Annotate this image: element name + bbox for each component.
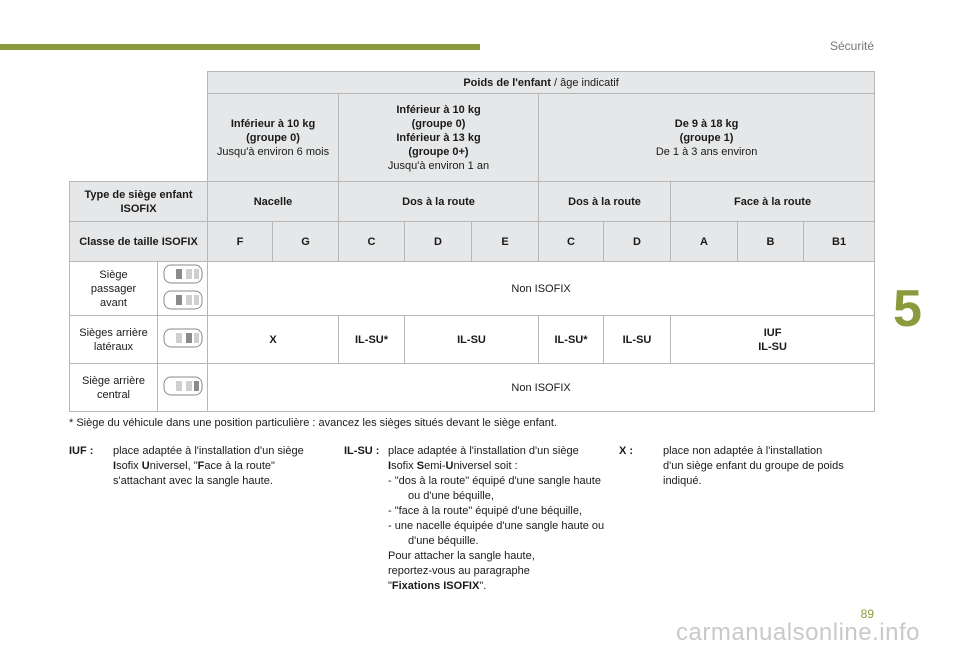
seat-type-forward-facing: Face à la route [671,182,875,222]
header-accent-bar [0,44,480,50]
size-class-cell: E [472,222,539,262]
rear-side-cell: IL-SU [604,316,671,364]
weight-group-0: Inférieur à 10 kg (groupe 0) Jusqu'à environ 6 mois [208,94,339,182]
rear-center-seat-diagram [158,364,208,412]
front-passenger-value: Non ISOFIX [208,262,875,316]
size-class-cell: D [604,222,671,262]
seat-type-label: Type de siège enfant ISOFIX [70,182,208,222]
isofix-table [69,71,875,412]
size-class-cell: G [273,222,339,262]
rear-center-value: Non ISOFIX [208,364,875,412]
size-class-cell: A [671,222,738,262]
car-seat-diagram-icon [163,290,203,310]
footnote: * Siège du véhicule dans une position particulière : avancez les sièges situés devant le siège enfant. [69,417,557,429]
seat-type-rear-facing-2: Dos à la route [539,182,671,222]
rear-side-seat-diagram [158,316,208,364]
car-seat-diagram-icon [163,264,203,284]
size-class-cell: C [539,222,604,262]
definition-bullet: - "face à la route" équipé d'une béquille, [388,505,582,517]
front-seat-diagrams [158,262,208,316]
definition-iuf: IUF : place adaptée à l'installation d'un siège Isofix Universel, "Face à la route" s'attachant avec la sangle haute. [69,445,304,487]
definition-bullet: - "dos à la route" équipé d'une sangle haute ou d'une béquille, [388,475,601,502]
weight-header: Poids de l'enfant / âge indicatif [208,72,875,94]
size-class-cell: B1 [804,222,875,262]
rear-side-cell: IL-SU* [539,316,604,364]
rear-side-forward: IUF IL-SU [671,316,875,364]
definition-ilsu: IL-SU : place adaptée à l'installation d'un siège Isofix Semi-Universel soit : - "dos à la route" équipé d'une sangle haute ou d'une béquille, - "face à la route" équipé d'une béquille, - une nacelle équipée d'une sangle haute ou d'une béquille. Pour attacher la sangle haute, reportez-vous au paragraphe "Fixations ISOFIX". [344,444,614,619]
size-class-cell: C [339,222,405,262]
car-seat-diagram-icon [163,376,203,396]
row-label-rear-side: Sièges arrière latéraux [70,316,158,364]
weight-group-0plus: Inférieur à 10 kg (groupe 0) Inférieur à 13 kg (groupe 0+) Jusqu'à environ 1 an [339,94,539,182]
definition-x: X : place non adaptée à l'installation d'un siège enfant du groupe de poids indiqué. [619,445,844,487]
rear-side-cell: IL-SU [405,316,539,364]
chapter-tab: 5 [893,280,922,338]
size-class-cell: F [208,222,273,262]
definition-bullet: - une nacelle équipée d'une sangle haute ou d'une béquille. [388,520,605,547]
seat-type-rear-facing: Dos à la route [339,182,539,222]
row-label-rear-center: Siège arrière central [70,364,158,412]
table-corner [70,72,208,94]
car-seat-diagram-icon [163,328,203,348]
seat-type-nacelle: Nacelle [208,182,339,222]
section-title: Sécurité [829,39,874,53]
rear-side-cell: IL-SU* [339,316,405,364]
page-number: 89 [860,607,874,621]
weight-group-1: De 9 à 18 kg (groupe 1) De 1 à 3 ans environ [539,94,875,182]
rear-side-nacelle: X [208,316,339,364]
size-class-label: Classe de taille ISOFIX [70,222,208,262]
watermark: carmanualsonline.info [676,619,920,646]
row-label-front-passenger: Siège passager avant [70,262,158,316]
size-class-cell: B [738,222,804,262]
size-class-cell: D [405,222,472,262]
